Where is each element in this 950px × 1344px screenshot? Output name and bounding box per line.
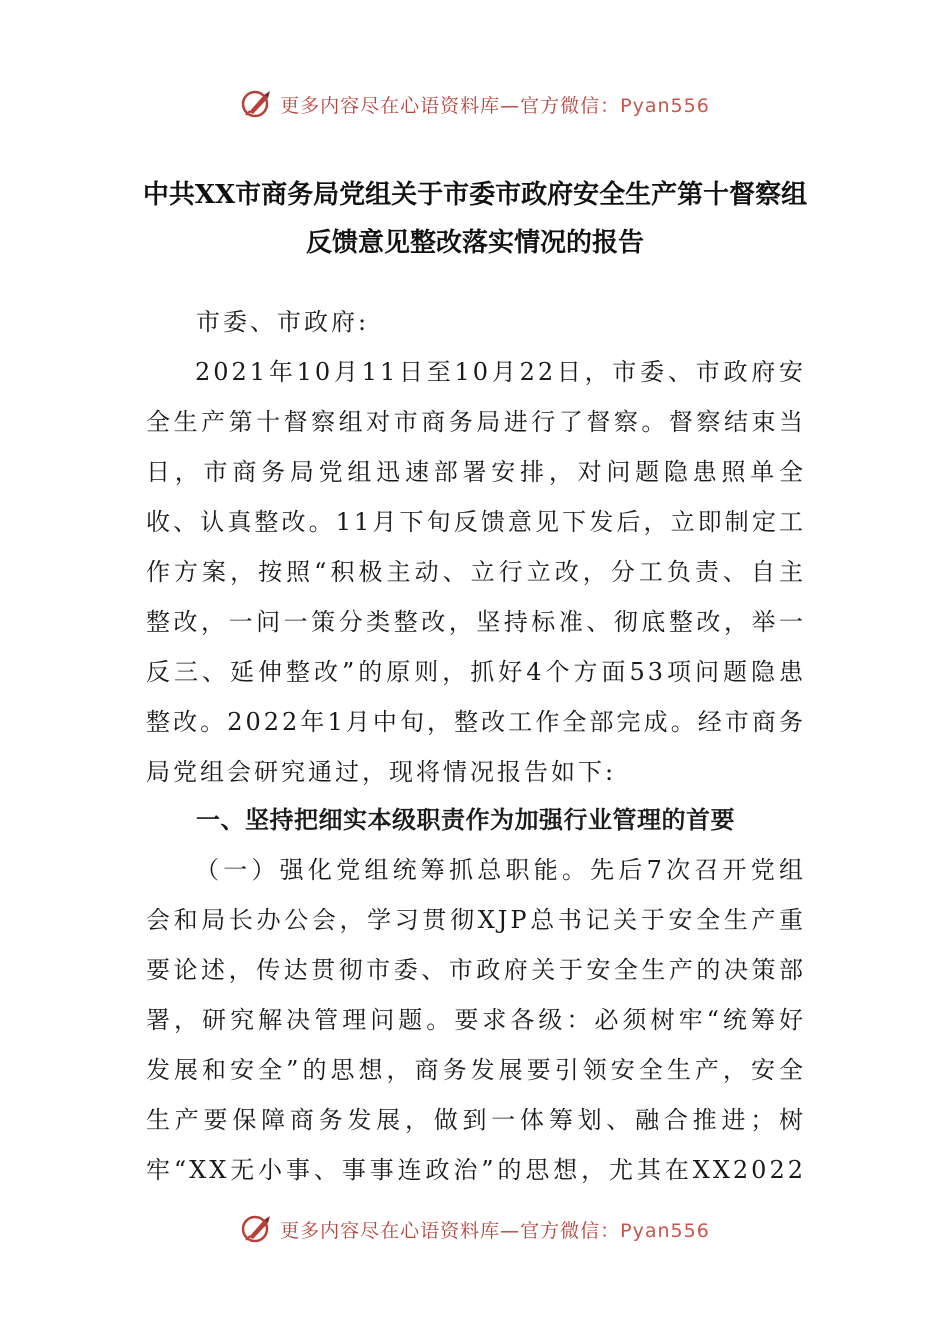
- pen-nib-icon: [240, 87, 274, 121]
- watermark-text: 更多内容尽在心语资料库—官方微信：Pyan556: [280, 1219, 710, 1242]
- document-title-line-1: 中共XX市商务局党组关于市委市政府安全生产第十督察组: [142, 180, 808, 210]
- watermark-banner-bottom: [0, 1207, 950, 1251]
- body-paragraph-intro: 2021年10月11日至10月22日，市委、市政府安全生产第十督察组对市商务局进行了督察。督察结束当日，市商务局党组迅速部署安排，对问题隐患照单全收、认真整改。11月下旬反馈意见下发后，立即制定工作方案，按照“积极主动、立行立改，分工负责、自主整改，一问一策分类整改，坚持标准、彻底整改，举一反三、延伸整改”的原则，抓好4个方面53项问题隐患整改。2022年1月中旬，整改工作全部完成。经市商务局党组会研究通过，现将情况报告如下:: [146, 358, 806, 786]
- document-title-line-2: 反馈意见整改落实情况的报告: [305, 228, 644, 258]
- body-paragraph-section-1-1: （一）强化党组统筹抓总职能。先后7次召开党组会和局长办公会，学习贯彻XJP总书记关于安全生产重要论述，传达贯彻市委、市政府关于安全生产的决策部署，研究解决管理问题。要求各级：必须树牢“统筹好发展和安全”的思想，商务发展要引领安全生产，安全生产要保障商务发展，做到一体筹划、融合推进；树牢“XX无小事、事事连政治”的思想，尤其在XX2022: [146, 856, 806, 1184]
- watermark-text: 更多内容尽在心语资料库—官方微信：Pyan556: [280, 94, 710, 117]
- watermark-banner-top: [0, 82, 950, 126]
- section-heading-1: 一、坚持把细实本级职责作为加强行业管理的首要: [196, 806, 735, 834]
- salutation: 市委、市政府:: [196, 308, 370, 336]
- pen-nib-icon: [240, 1212, 274, 1246]
